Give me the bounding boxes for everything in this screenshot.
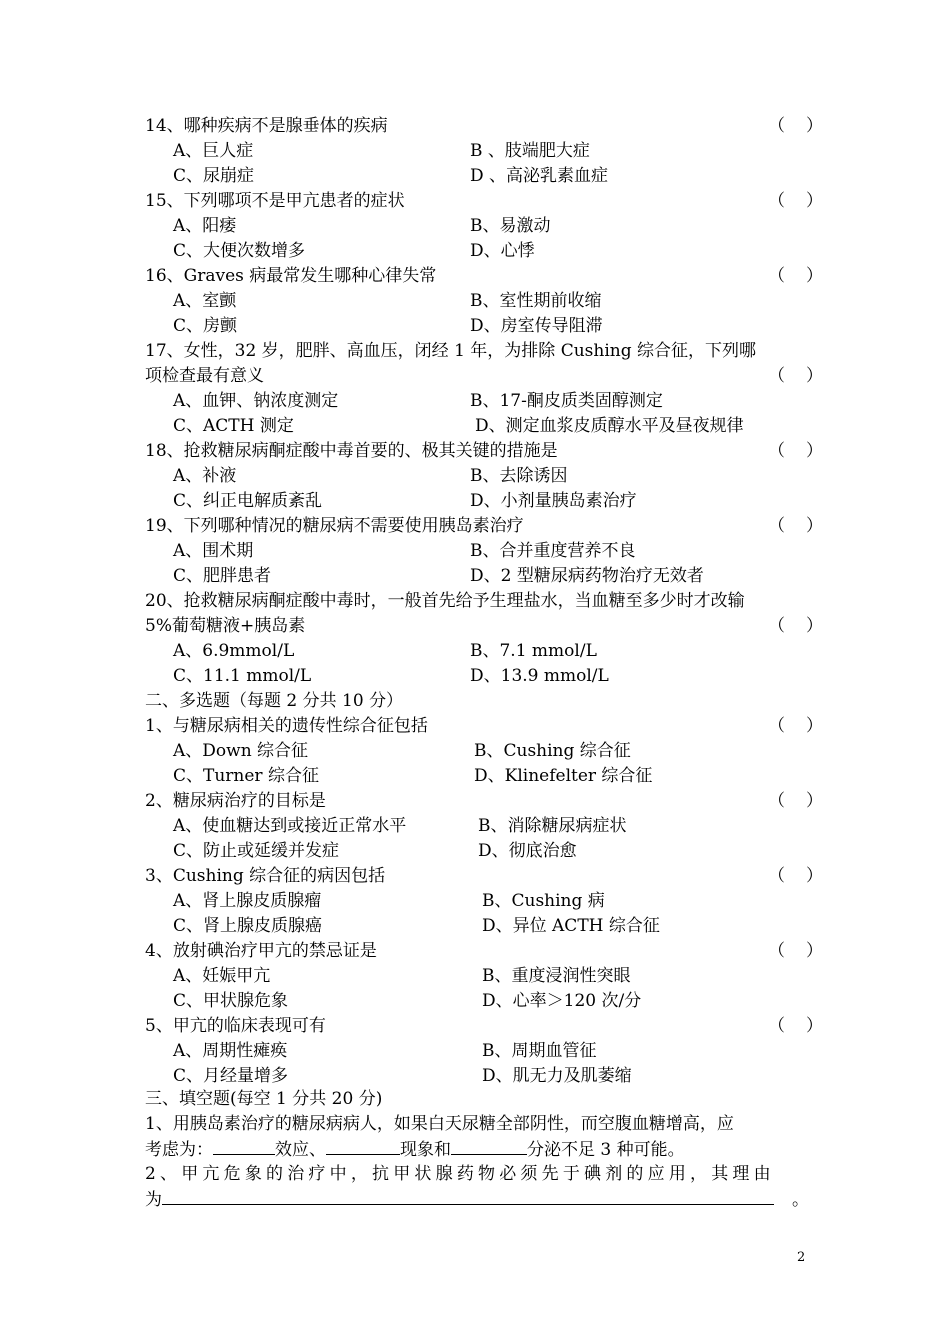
answer-paren: （ ） [768, 441, 825, 461]
option-d: D 、高泌乳素血症 [470, 166, 609, 186]
fill-suffix: 分泌不足 3 种可能。 [527, 1140, 685, 1160]
option-b: B、室性期前收缩 [470, 291, 602, 311]
fill-prefix: 考虑为： [145, 1140, 213, 1160]
question-20-stem-continued: 5%葡萄糖液+胰岛素 [145, 616, 306, 636]
option-a: A、室颤 [173, 291, 237, 311]
option-b: B、消除糖尿病症状 [478, 816, 627, 836]
option-d: D、房室传导阻滞 [470, 316, 603, 336]
fill-text: 现象和 [400, 1140, 451, 1160]
option-b: B、Cushing 病 [482, 891, 605, 911]
answer-paren: （ ） [768, 941, 825, 961]
option-a: A、血钾、钠浓度测定 [173, 391, 339, 411]
option-c: C、大便次数增多 [173, 241, 306, 261]
option-d: D、肌无力及肌萎缩 [482, 1066, 632, 1086]
fill-question-1-line1: 1、用胰岛素治疗的糖尿病病人，如果白天尿糖全部阴性，而空腹血糖增高，应 [145, 1114, 734, 1134]
option-c: C、肾上腺皮质腺癌 [173, 916, 323, 936]
option-d: D、彻底治愈 [478, 841, 577, 861]
section-2-title: 二、多选题（每题 2 分共 10 分） [145, 691, 404, 711]
option-a: A、妊娠甲亢 [173, 966, 271, 986]
multi-question-2-stem: 2、糖尿病治疗的目标是 [145, 791, 326, 811]
option-b: B、易激动 [470, 216, 551, 236]
question-17-stem-continued: 项检查最有意义 [145, 366, 264, 386]
page-number: 2 [797, 1250, 806, 1265]
option-a: A、周期性瘫痪 [173, 1041, 288, 1061]
option-d: D、心悸 [470, 241, 535, 261]
multi-question-5-stem: 5、甲亢的临床表现可有 [145, 1016, 326, 1036]
option-d: D、测定血浆皮质醇水平及昼夜规律 [475, 416, 744, 436]
option-a: A、阳痿 [173, 216, 237, 236]
answer-blank[interactable] [326, 1137, 400, 1155]
answer-paren: （ ） [768, 366, 825, 386]
multi-question-3-stem: 3、Cushing 综合征的病因包括 [145, 866, 386, 886]
option-a: A、肾上腺皮质腺瘤 [173, 891, 322, 911]
answer-paren: （ ） [768, 616, 825, 636]
option-c: C、Turner 综合征 [173, 766, 319, 786]
question-16-stem: 16、Graves 病最常发生哪种心律失常 [145, 266, 437, 286]
answer-blank[interactable] [162, 1187, 774, 1205]
option-a: A、围术期 [173, 541, 254, 561]
question-17-stem: 17、女性，32 岁，肥胖、高血压，闭经 1 年，为排除 Cushing 综合征，下列哪 [145, 341, 756, 361]
option-d: D、13.9 mmol/L [470, 666, 609, 686]
section-3-title: 三、填空题(每空 1 分共 20 分) [145, 1089, 383, 1109]
option-c: C、11.1 mmol/L [173, 666, 312, 686]
option-b: B、17-酮皮质类固醇测定 [470, 391, 663, 411]
option-c: C、房颤 [173, 316, 238, 336]
fill-question-2-line1: 2、甲亢危象的治疗中，抗甲状腺药物必须先于碘剂的应用，其理由 [145, 1164, 775, 1184]
answer-paren: （ ） [768, 716, 825, 736]
answer-paren: （ ） [768, 1016, 825, 1036]
answer-blank[interactable] [451, 1137, 527, 1155]
option-b: B、去除诱因 [470, 466, 568, 486]
option-b: B、合并重度营养不良 [470, 541, 636, 561]
option-b: B 、肢端肥大症 [470, 141, 590, 161]
answer-blank[interactable] [213, 1137, 275, 1155]
option-c: C、甲状腺危象 [173, 991, 289, 1011]
multi-question-1-stem: 1、与糖尿病相关的遗传性综合征包括 [145, 716, 428, 736]
option-a: A、Down 综合征 [173, 741, 309, 761]
fill-question-2-line2 [145, 1187, 809, 1212]
option-a: A、6.9mmol/L [173, 641, 295, 661]
option-a: A、巨人症 [173, 141, 254, 161]
option-d: D、2 型糖尿病药物治疗无效者 [470, 566, 704, 586]
question-18-stem: 18、抢救糖尿病酮症酸中毒首要的、极其关键的措施是 [145, 441, 558, 461]
option-d: D、小剂量胰岛素治疗 [470, 491, 637, 511]
option-c: C、月经量增多 [173, 1066, 289, 1086]
option-b: B、周期血管征 [482, 1041, 597, 1061]
answer-paren: （ ） [768, 191, 825, 211]
option-b: B、重度浸润性突眼 [482, 966, 631, 986]
option-c: C、肥胖患者 [173, 566, 272, 586]
option-c: C、尿崩症 [173, 166, 255, 186]
fill-text: 效应、 [275, 1140, 326, 1160]
question-14-stem: 14、哪种疾病不是腺垂体的疾病 [145, 116, 388, 136]
option-c: C、ACTH 测定 [173, 416, 294, 436]
option-c: C、防止或延缓并发症 [173, 841, 340, 861]
question-15-stem: 15、下列哪项不是甲亢患者的症状 [145, 191, 405, 211]
option-b: B、Cushing 综合征 [474, 741, 631, 761]
fill-question-1-line2 [145, 1137, 685, 1162]
option-d: D、异位 ACTH 综合征 [482, 916, 660, 936]
option-a: A、补液 [173, 466, 237, 486]
question-20-stem: 20、抢救糖尿病酮症酸中毒时，一般首先给予生理盐水，当血糖至多少时才改输 [145, 591, 745, 611]
fill-suffix: 。 [792, 1190, 809, 1210]
option-b: B、7.1 mmol/L [470, 641, 597, 661]
multi-question-4-stem: 4、放射碘治疗甲亢的禁忌证是 [145, 941, 377, 961]
question-19-stem: 19、下列哪种情况的糖尿病不需要使用胰岛素治疗 [145, 516, 524, 536]
answer-paren: （ ） [768, 266, 825, 286]
option-a: A、使血糖达到或接近正常水平 [173, 816, 407, 836]
fill-prefix: 为 [145, 1190, 162, 1210]
option-d: D、心率＞120 次/分 [482, 991, 642, 1011]
option-c: C、纠正电解质紊乱 [173, 491, 323, 511]
answer-paren: （ ） [768, 866, 825, 886]
answer-paren: （ ） [768, 116, 825, 136]
answer-paren: （ ） [768, 516, 825, 536]
option-d: D、Klinefelter 综合征 [474, 766, 653, 786]
answer-paren: （ ） [768, 791, 825, 811]
